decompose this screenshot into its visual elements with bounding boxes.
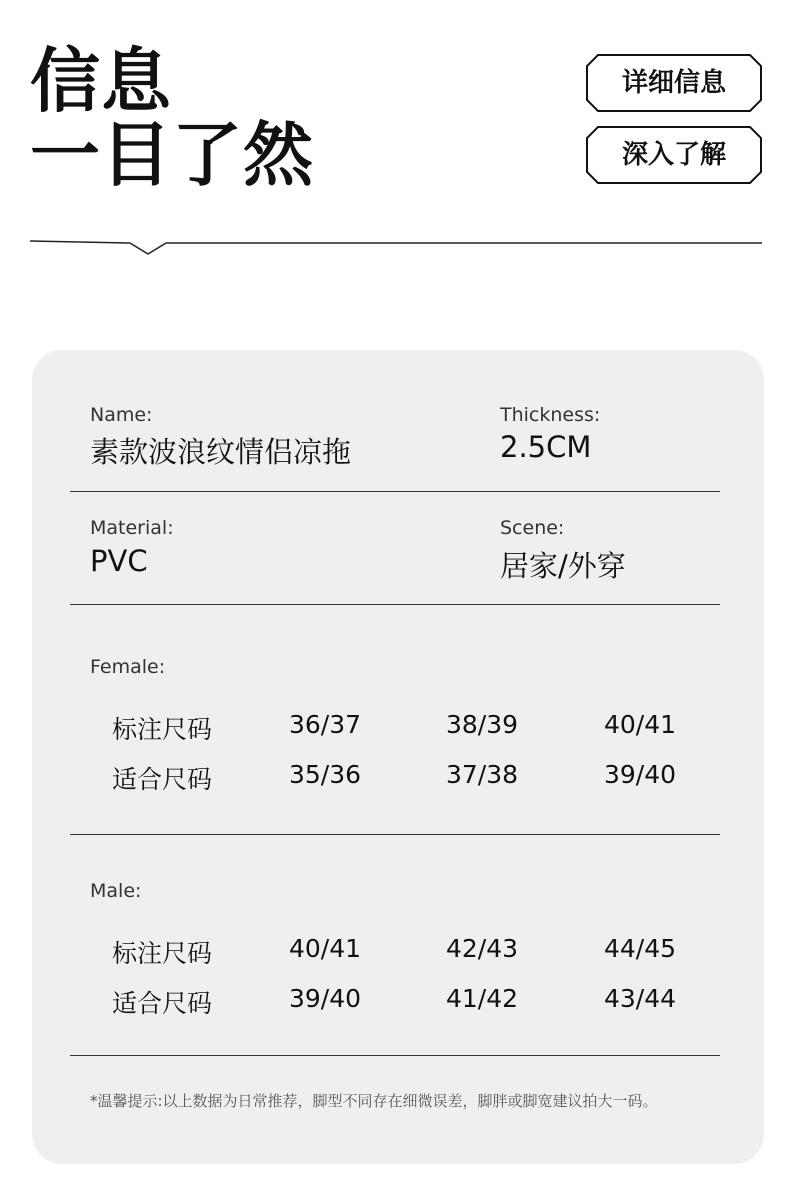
scene-value: 居家/外穿 xyxy=(500,549,626,583)
divider xyxy=(70,1055,720,1056)
male-marked-size-row xyxy=(32,934,764,974)
divider xyxy=(70,604,720,605)
scene-label: Scene: xyxy=(500,517,565,539)
details-button[interactable] xyxy=(586,54,762,112)
divider xyxy=(70,834,720,835)
learn-more-button[interactable] xyxy=(586,126,762,184)
female-fit-size-row xyxy=(32,760,764,800)
size-note: *温馨提示:以上数据为日常推荐，脚型不同存在细微误差，脚胖或脚宽建议拍大一码。 xyxy=(90,1092,658,1110)
male-label: Male: xyxy=(90,880,142,902)
size-value: 36/37 xyxy=(289,710,362,739)
size-value: 35/36 xyxy=(289,760,362,789)
female-marked-size-row xyxy=(32,710,764,750)
header-divider xyxy=(30,230,764,260)
size-value: 40/41 xyxy=(289,934,362,963)
material-label: Material: xyxy=(90,517,174,539)
hero-title-line2: 一目了然 xyxy=(30,114,314,196)
thickness-label: Thickness: xyxy=(500,404,601,426)
row-name: 适合尺码 xyxy=(112,989,213,1018)
size-value: 42/43 xyxy=(446,934,519,963)
thickness-value: 2.5CM xyxy=(500,430,592,464)
material-value: PVC xyxy=(90,544,148,578)
size-value: 40/41 xyxy=(604,710,677,739)
size-value: 39/40 xyxy=(289,984,362,1013)
row-name: 适合尺码 xyxy=(112,765,213,794)
male-fit-size-row xyxy=(32,984,764,1024)
size-value: 43/44 xyxy=(604,984,677,1013)
size-value: 41/42 xyxy=(446,984,519,1013)
spec-card xyxy=(32,350,764,1164)
row-name: 标注尺码 xyxy=(112,715,213,744)
size-value: 39/40 xyxy=(604,760,677,789)
name-value: 素款波浪纹情侣凉拖 xyxy=(90,435,352,469)
size-value: 37/38 xyxy=(446,760,519,789)
hero-title xyxy=(30,40,314,196)
size-value: 38/39 xyxy=(446,710,519,739)
row-name: 标注尺码 xyxy=(112,939,213,968)
size-value: 44/45 xyxy=(604,934,677,963)
hero-title-line1: 信息 xyxy=(30,40,172,122)
divider xyxy=(70,491,720,492)
female-label: Female: xyxy=(90,656,166,678)
name-label: Name: xyxy=(90,404,153,426)
details-button-label: 详细信息 xyxy=(621,68,726,98)
learn-more-button-label: 深入了解 xyxy=(621,140,726,170)
